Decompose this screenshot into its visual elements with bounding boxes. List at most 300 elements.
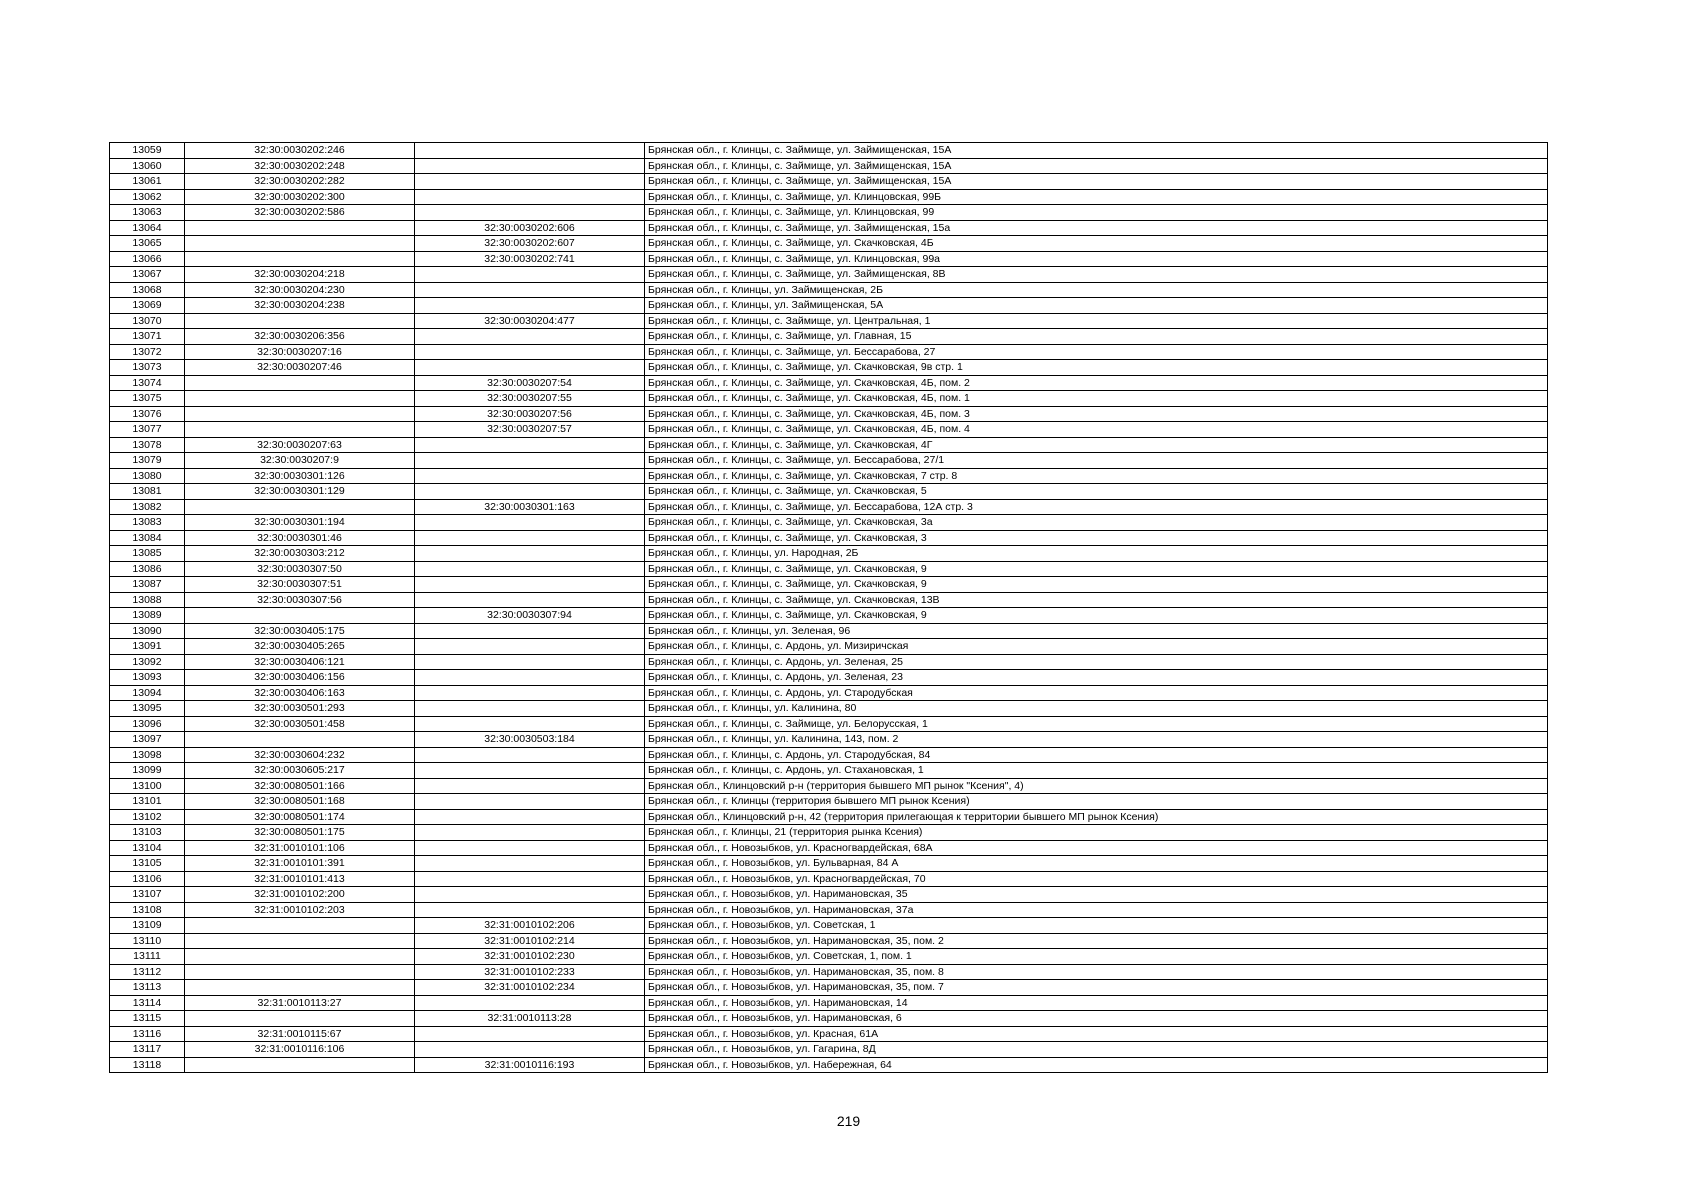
table-row bbox=[110, 360, 1548, 376]
table-row bbox=[110, 499, 1548, 515]
building-cadastral-cell: 32:30:0030202:607 bbox=[415, 236, 645, 252]
address-cell: Брянская обл., г. Клинцы, с. Займище, ул. Скачковская, 9в стр. 1 bbox=[645, 360, 1548, 376]
building-cadastral-cell: 32:30:0030207:55 bbox=[415, 391, 645, 407]
row-number-cell: 13087 bbox=[110, 577, 185, 593]
table-row bbox=[110, 623, 1548, 639]
land-cadastral-cell: 32:30:0030207:63 bbox=[185, 437, 415, 453]
land-cadastral-cell: 32:30:0030202:300 bbox=[185, 189, 415, 205]
land-cadastral-cell: 32:31:0010115:67 bbox=[185, 1026, 415, 1042]
table-row bbox=[110, 313, 1548, 329]
building-cadastral-cell bbox=[415, 282, 645, 298]
row-number-cell: 13116 bbox=[110, 1026, 185, 1042]
building-cadastral-cell bbox=[415, 143, 645, 159]
row-number-cell: 13096 bbox=[110, 716, 185, 732]
row-number-cell: 13086 bbox=[110, 561, 185, 577]
building-cadastral-cell bbox=[415, 778, 645, 794]
address-cell: Брянская обл., Клинцовский р-н (территория бывшего МП рынок "Ксения", 4) bbox=[645, 778, 1548, 794]
address-cell: Брянская обл., г. Новозыбков, ул. Наримановская, 35, пом. 8 bbox=[645, 964, 1548, 980]
building-cadastral-cell bbox=[415, 809, 645, 825]
row-number-cell: 13111 bbox=[110, 949, 185, 965]
land-cadastral-cell: 32:31:0010101:106 bbox=[185, 840, 415, 856]
land-cadastral-cell bbox=[185, 499, 415, 515]
building-cadastral-cell bbox=[415, 716, 645, 732]
address-cell: Брянская обл., г. Клинцы, с. Займище, ул. Скачковская, 9 bbox=[645, 608, 1548, 624]
address-cell: Брянская обл., г. Новозыбков, ул. Советская, 1, пом. 1 bbox=[645, 949, 1548, 965]
building-cadastral-cell bbox=[415, 205, 645, 221]
address-cell: Брянская обл., г. Клинцы, с. Займище, ул. Бессарабова, 27/1 bbox=[645, 453, 1548, 469]
table-row bbox=[110, 1011, 1548, 1027]
row-number-cell: 13070 bbox=[110, 313, 185, 329]
land-cadastral-cell: 32:30:0030307:51 bbox=[185, 577, 415, 593]
address-cell: Брянская обл., г. Клинцы, ул. Зеленая, 96 bbox=[645, 623, 1548, 639]
land-cadastral-cell: 32:30:0030307:56 bbox=[185, 592, 415, 608]
land-cadastral-cell: 32:30:0030406:156 bbox=[185, 670, 415, 686]
land-cadastral-cell: 32:30:0030301:129 bbox=[185, 484, 415, 500]
table-row bbox=[110, 840, 1548, 856]
table-row bbox=[110, 794, 1548, 810]
address-cell: Брянская обл., г. Клинцы, с. Займище, ул. Клинцовская, 99 bbox=[645, 205, 1548, 221]
row-number-cell: 13118 bbox=[110, 1057, 185, 1073]
address-cell: Брянская обл., г. Клинцы, с. Займище, ул. Скачковская, 3 bbox=[645, 530, 1548, 546]
land-cadastral-cell: 32:30:0030204:230 bbox=[185, 282, 415, 298]
address-cell: Брянская обл., г. Клинцы, с. Займище, ул. Скачковская, 9 bbox=[645, 577, 1548, 593]
address-cell: Брянская обл., г. Новозыбков, ул. Гагарина, 8Д bbox=[645, 1042, 1548, 1058]
table-row bbox=[110, 561, 1548, 577]
building-cadastral-cell bbox=[415, 623, 645, 639]
table-body bbox=[110, 143, 1548, 1073]
address-cell: Брянская обл., г. Клинцы, 21 (территория рынка Ксения) bbox=[645, 825, 1548, 841]
building-cadastral-cell bbox=[415, 546, 645, 562]
address-cell: Брянская обл., г. Клинцы, ул. Займищенская, 2Б bbox=[645, 282, 1548, 298]
address-cell: Брянская обл., г. Клинцы, с. Займище, ул. Бессарабова, 12А стр. 3 bbox=[645, 499, 1548, 515]
building-cadastral-cell: 32:31:0010116:193 bbox=[415, 1057, 645, 1073]
table-row bbox=[110, 995, 1548, 1011]
address-cell: Брянская обл., г. Клинцы, ул. Займищенская, 5А bbox=[645, 298, 1548, 314]
address-cell: Брянская обл., г. Клинцы, с. Займище, ул. Скачковская, 3а bbox=[645, 515, 1548, 531]
row-number-cell: 13091 bbox=[110, 639, 185, 655]
land-cadastral-cell: 32:31:0010102:203 bbox=[185, 902, 415, 918]
building-cadastral-cell bbox=[415, 530, 645, 546]
row-number-cell: 13084 bbox=[110, 530, 185, 546]
land-cadastral-cell bbox=[185, 980, 415, 996]
row-number-cell: 13071 bbox=[110, 329, 185, 345]
land-cadastral-cell: 32:30:0030301:194 bbox=[185, 515, 415, 531]
building-cadastral-cell: 32:30:0030207:56 bbox=[415, 406, 645, 422]
building-cadastral-cell bbox=[415, 577, 645, 593]
building-cadastral-cell bbox=[415, 995, 645, 1011]
row-number-cell: 13114 bbox=[110, 995, 185, 1011]
building-cadastral-cell bbox=[415, 515, 645, 531]
address-cell: Брянская обл., г. Клинцы, с. Ардонь, ул. Стародубская, 84 bbox=[645, 747, 1548, 763]
row-number-cell: 13099 bbox=[110, 763, 185, 779]
row-number-cell: 13063 bbox=[110, 205, 185, 221]
building-cadastral-cell bbox=[415, 639, 645, 655]
building-cadastral-cell bbox=[415, 763, 645, 779]
land-cadastral-cell bbox=[185, 933, 415, 949]
land-cadastral-cell: 32:31:0010116:106 bbox=[185, 1042, 415, 1058]
land-cadastral-cell: 32:31:0010102:200 bbox=[185, 887, 415, 903]
row-number-cell: 13064 bbox=[110, 220, 185, 236]
address-cell: Брянская обл., г. Клинцы, с. Займище, ул. Клинцовская, 99Б bbox=[645, 189, 1548, 205]
table-row bbox=[110, 515, 1548, 531]
row-number-cell: 13108 bbox=[110, 902, 185, 918]
building-cadastral-cell bbox=[415, 453, 645, 469]
row-number-cell: 13098 bbox=[110, 747, 185, 763]
land-cadastral-cell bbox=[185, 608, 415, 624]
table-row bbox=[110, 329, 1548, 345]
table-row bbox=[110, 236, 1548, 252]
land-cadastral-cell: 32:30:0080501:174 bbox=[185, 809, 415, 825]
table-row bbox=[110, 918, 1548, 934]
building-cadastral-cell bbox=[415, 561, 645, 577]
table-row bbox=[110, 282, 1548, 298]
row-number-cell: 13115 bbox=[110, 1011, 185, 1027]
table-row bbox=[110, 933, 1548, 949]
land-cadastral-cell: 32:30:0030202:586 bbox=[185, 205, 415, 221]
land-cadastral-cell: 32:30:0030206:356 bbox=[185, 329, 415, 345]
row-number-cell: 13081 bbox=[110, 484, 185, 500]
table-row bbox=[110, 530, 1548, 546]
table-row bbox=[110, 422, 1548, 438]
table-row bbox=[110, 887, 1548, 903]
building-cadastral-cell bbox=[415, 871, 645, 887]
table-row bbox=[110, 158, 1548, 174]
address-cell: Брянская обл., г. Клинцы, с. Займище, ул. Займищенская, 15а bbox=[645, 220, 1548, 236]
row-number-cell: 13101 bbox=[110, 794, 185, 810]
table-row bbox=[110, 856, 1548, 872]
table-row bbox=[110, 716, 1548, 732]
table-row bbox=[110, 453, 1548, 469]
table-row bbox=[110, 592, 1548, 608]
land-cadastral-cell bbox=[185, 964, 415, 980]
row-number-cell: 13103 bbox=[110, 825, 185, 841]
row-number-cell: 13097 bbox=[110, 732, 185, 748]
address-cell: Брянская обл., г. Клинцы, с. Займище, ул. Скачковская, 4Б bbox=[645, 236, 1548, 252]
address-cell: Брянская обл., г. Клинцы, ул. Народная, 2Б bbox=[645, 546, 1548, 562]
land-cadastral-cell: 32:30:0030301:46 bbox=[185, 530, 415, 546]
address-cell: Брянская обл., г. Клинцы, с. Займище, ул. Скачковская, 4Б, пом. 1 bbox=[645, 391, 1548, 407]
table-row bbox=[110, 949, 1548, 965]
table-row bbox=[110, 143, 1548, 159]
address-cell: Брянская обл., г. Клинцы, с. Займище, ул. Займищенская, 15А bbox=[645, 174, 1548, 190]
table-row bbox=[110, 980, 1548, 996]
row-number-cell: 13102 bbox=[110, 809, 185, 825]
table-row bbox=[110, 267, 1548, 283]
table-row bbox=[110, 685, 1548, 701]
building-cadastral-cell bbox=[415, 174, 645, 190]
row-number-cell: 13113 bbox=[110, 980, 185, 996]
address-cell: Брянская обл., г. Новозыбков, ул. Набережная, 64 bbox=[645, 1057, 1548, 1073]
row-number-cell: 13093 bbox=[110, 670, 185, 686]
building-cadastral-cell bbox=[415, 902, 645, 918]
land-cadastral-cell: 32:30:0030303:212 bbox=[185, 546, 415, 562]
building-cadastral-cell: 32:31:0010102:206 bbox=[415, 918, 645, 934]
building-cadastral-cell: 32:31:0010102:233 bbox=[415, 964, 645, 980]
row-number-cell: 13110 bbox=[110, 933, 185, 949]
table-row bbox=[110, 809, 1548, 825]
land-cadastral-cell bbox=[185, 313, 415, 329]
row-number-cell: 13078 bbox=[110, 437, 185, 453]
row-number-cell: 13109 bbox=[110, 918, 185, 934]
row-number-cell: 13090 bbox=[110, 623, 185, 639]
address-cell: Брянская обл., г. Клинцы, с. Займище, ул. Скачковская, 4Б, пом. 3 bbox=[645, 406, 1548, 422]
building-cadastral-cell bbox=[415, 344, 645, 360]
address-cell: Брянская обл., г. Новозыбков, ул. Наримановская, 35, пом. 7 bbox=[645, 980, 1548, 996]
table-row bbox=[110, 732, 1548, 748]
table-row bbox=[110, 825, 1548, 841]
address-cell: Брянская обл., г. Клинцы, с. Займище, ул. Белорусская, 1 bbox=[645, 716, 1548, 732]
building-cadastral-cell: 32:30:0030204:477 bbox=[415, 313, 645, 329]
land-cadastral-cell: 32:30:0030207:9 bbox=[185, 453, 415, 469]
address-cell: Брянская обл., г. Клинцы, с. Займище, ул. Центральная, 1 bbox=[645, 313, 1548, 329]
table-row bbox=[110, 298, 1548, 314]
table-row bbox=[110, 344, 1548, 360]
row-number-cell: 13060 bbox=[110, 158, 185, 174]
address-cell: Брянская обл., г. Новозыбков, ул. Бульварная, 84 А bbox=[645, 856, 1548, 872]
building-cadastral-cell: 32:30:0030307:94 bbox=[415, 608, 645, 624]
table-row bbox=[110, 189, 1548, 205]
address-cell: Брянская обл., г. Клинцы, с. Займище, ул. Скачковская, 9 bbox=[645, 561, 1548, 577]
table-row bbox=[110, 778, 1548, 794]
property-table bbox=[109, 142, 1548, 1073]
row-number-cell: 13089 bbox=[110, 608, 185, 624]
row-number-cell: 13065 bbox=[110, 236, 185, 252]
table-row bbox=[110, 577, 1548, 593]
table-row bbox=[110, 871, 1548, 887]
address-cell: Брянская обл., г. Клинцы, с. Займище, ул. Займищенская, 15А bbox=[645, 158, 1548, 174]
building-cadastral-cell: 32:31:0010102:234 bbox=[415, 980, 645, 996]
address-cell: Брянская обл., г. Новозыбков, ул. Красная, 61А bbox=[645, 1026, 1548, 1042]
table-row bbox=[110, 406, 1548, 422]
land-cadastral-cell: 32:30:0030301:126 bbox=[185, 468, 415, 484]
row-number-cell: 13074 bbox=[110, 375, 185, 391]
address-cell: Брянская обл., г. Клинцы, с. Ардонь, ул. Стахановская, 1 bbox=[645, 763, 1548, 779]
table-row bbox=[110, 763, 1548, 779]
row-number-cell: 13080 bbox=[110, 468, 185, 484]
row-number-cell: 13067 bbox=[110, 267, 185, 283]
address-cell: Брянская обл., г. Новозыбков, ул. Красногвардейская, 68А bbox=[645, 840, 1548, 856]
land-cadastral-cell: 32:30:0030307:50 bbox=[185, 561, 415, 577]
building-cadastral-cell: 32:30:0030202:741 bbox=[415, 251, 645, 267]
land-cadastral-cell: 32:30:0030405:175 bbox=[185, 623, 415, 639]
address-cell: Брянская обл., г. Клинцы, с. Займище, ул. Бессарабова, 27 bbox=[645, 344, 1548, 360]
building-cadastral-cell bbox=[415, 158, 645, 174]
address-cell: Брянская обл., г. Новозыбков, ул. Наримановская, 6 bbox=[645, 1011, 1548, 1027]
row-number-cell: 13069 bbox=[110, 298, 185, 314]
land-cadastral-cell bbox=[185, 391, 415, 407]
land-cadastral-cell: 32:30:0030604:232 bbox=[185, 747, 415, 763]
address-cell: Брянская обл., г. Клинцы (территория бывшего МП рынок Ксения) bbox=[645, 794, 1548, 810]
building-cadastral-cell bbox=[415, 654, 645, 670]
table-row bbox=[110, 468, 1548, 484]
row-number-cell: 13105 bbox=[110, 856, 185, 872]
address-cell: Брянская обл., г. Клинцы, с. Займище, ул. Скачковская, 5 bbox=[645, 484, 1548, 500]
land-cadastral-cell: 32:30:0030501:458 bbox=[185, 716, 415, 732]
building-cadastral-cell: 32:30:0030202:606 bbox=[415, 220, 645, 236]
table-row bbox=[110, 375, 1548, 391]
table-row bbox=[110, 546, 1548, 562]
table-row bbox=[110, 1026, 1548, 1042]
address-cell: Брянская обл., г. Клинцы, с. Займище, ул. Главная, 15 bbox=[645, 329, 1548, 345]
building-cadastral-cell bbox=[415, 267, 645, 283]
building-cadastral-cell bbox=[415, 670, 645, 686]
row-number-cell: 13112 bbox=[110, 964, 185, 980]
table-row bbox=[110, 1042, 1548, 1058]
land-cadastral-cell bbox=[185, 406, 415, 422]
row-number-cell: 13092 bbox=[110, 654, 185, 670]
land-cadastral-cell bbox=[185, 918, 415, 934]
address-cell: Брянская обл., г. Клинцы, с. Ардонь, ул. Мизиричская bbox=[645, 639, 1548, 655]
table-row bbox=[110, 701, 1548, 717]
building-cadastral-cell bbox=[415, 825, 645, 841]
row-number-cell: 13083 bbox=[110, 515, 185, 531]
page-number: 219 bbox=[836, 1113, 861, 1129]
address-cell: Брянская обл., г. Клинцы, с. Займище, ул. Клинцовская, 99а bbox=[645, 251, 1548, 267]
land-cadastral-cell: 32:30:0030406:121 bbox=[185, 654, 415, 670]
table-row bbox=[110, 608, 1548, 624]
building-cadastral-cell: 32:30:0030301:163 bbox=[415, 499, 645, 515]
row-number-cell: 13066 bbox=[110, 251, 185, 267]
row-number-cell: 13059 bbox=[110, 143, 185, 159]
land-cadastral-cell: 32:30:0030207:46 bbox=[185, 360, 415, 376]
address-cell: Брянская обл., г. Клинцы, ул. Калинина, 80 bbox=[645, 701, 1548, 717]
table-row bbox=[110, 1057, 1548, 1073]
address-cell: Брянская обл., г. Новозыбков, ул. Наримановская, 37а bbox=[645, 902, 1548, 918]
table-row bbox=[110, 251, 1548, 267]
table-row bbox=[110, 964, 1548, 980]
row-number-cell: 13068 bbox=[110, 282, 185, 298]
table-row bbox=[110, 205, 1548, 221]
building-cadastral-cell: 32:30:0030207:57 bbox=[415, 422, 645, 438]
address-cell: Брянская обл., г. Клинцы, с. Ардонь, ул. Стародубская bbox=[645, 685, 1548, 701]
building-cadastral-cell bbox=[415, 592, 645, 608]
building-cadastral-cell bbox=[415, 887, 645, 903]
land-cadastral-cell: 32:31:0010113:27 bbox=[185, 995, 415, 1011]
building-cadastral-cell bbox=[415, 437, 645, 453]
land-cadastral-cell: 32:30:0080501:166 bbox=[185, 778, 415, 794]
land-cadastral-cell bbox=[185, 422, 415, 438]
table-row bbox=[110, 654, 1548, 670]
address-cell: Брянская обл., г. Новозыбков, ул. Наримановская, 35 bbox=[645, 887, 1548, 903]
address-cell: Брянская обл., г. Клинцы, с. Займище, ул. Скачковская, 4Б, пом. 2 bbox=[645, 375, 1548, 391]
address-cell: Брянская обл., Клинцовский р-н, 42 (территория прилегающая к территории бывшего МП рынок Ксения) bbox=[645, 809, 1548, 825]
row-number-cell: 13117 bbox=[110, 1042, 185, 1058]
table-row bbox=[110, 174, 1548, 190]
building-cadastral-cell bbox=[415, 298, 645, 314]
row-number-cell: 13079 bbox=[110, 453, 185, 469]
table-row bbox=[110, 902, 1548, 918]
land-cadastral-cell: 32:30:0080501:168 bbox=[185, 794, 415, 810]
land-cadastral-cell: 32:30:0030501:293 bbox=[185, 701, 415, 717]
land-cadastral-cell: 32:31:0010101:391 bbox=[185, 856, 415, 872]
row-number-cell: 13107 bbox=[110, 887, 185, 903]
building-cadastral-cell bbox=[415, 794, 645, 810]
land-cadastral-cell: 32:31:0010101:413 bbox=[185, 871, 415, 887]
building-cadastral-cell: 32:31:0010102:214 bbox=[415, 933, 645, 949]
table-row bbox=[110, 484, 1548, 500]
building-cadastral-cell bbox=[415, 468, 645, 484]
table-row bbox=[110, 391, 1548, 407]
row-number-cell: 13095 bbox=[110, 701, 185, 717]
row-number-cell: 13062 bbox=[110, 189, 185, 205]
building-cadastral-cell: 32:31:0010113:28 bbox=[415, 1011, 645, 1027]
row-number-cell: 13104 bbox=[110, 840, 185, 856]
row-number-cell: 13075 bbox=[110, 391, 185, 407]
building-cadastral-cell bbox=[415, 1042, 645, 1058]
address-cell: Брянская обл., г. Клинцы, с. Займище, ул. Скачковская, 4Б, пом. 4 bbox=[645, 422, 1548, 438]
row-number-cell: 13094 bbox=[110, 685, 185, 701]
land-cadastral-cell bbox=[185, 1011, 415, 1027]
address-cell: Брянская обл., г. Новозыбков, ул. Советская, 1 bbox=[645, 918, 1548, 934]
address-cell: Брянская обл., г. Новозыбков, ул. Наримановская, 35, пом. 2 bbox=[645, 933, 1548, 949]
address-cell: Брянская обл., г. Новозыбков, ул. Красногвардейская, 70 bbox=[645, 871, 1548, 887]
row-number-cell: 13088 bbox=[110, 592, 185, 608]
land-cadastral-cell bbox=[185, 375, 415, 391]
address-cell: Брянская обл., г. Клинцы, с. Займище, ул. Займищенская, 8В bbox=[645, 267, 1548, 283]
row-number-cell: 13072 bbox=[110, 344, 185, 360]
land-cadastral-cell bbox=[185, 1057, 415, 1073]
row-number-cell: 13073 bbox=[110, 360, 185, 376]
land-cadastral-cell bbox=[185, 949, 415, 965]
row-number-cell: 13077 bbox=[110, 422, 185, 438]
land-cadastral-cell: 32:30:0030202:246 bbox=[185, 143, 415, 159]
land-cadastral-cell: 32:30:0030406:163 bbox=[185, 685, 415, 701]
land-cadastral-cell: 32:30:0030605:217 bbox=[185, 763, 415, 779]
building-cadastral-cell bbox=[415, 360, 645, 376]
land-cadastral-cell bbox=[185, 236, 415, 252]
row-number-cell: 13106 bbox=[110, 871, 185, 887]
building-cadastral-cell bbox=[415, 484, 645, 500]
row-number-cell: 13082 bbox=[110, 499, 185, 515]
land-cadastral-cell: 32:30:0030204:238 bbox=[185, 298, 415, 314]
building-cadastral-cell: 32:30:0030207:54 bbox=[415, 375, 645, 391]
address-cell: Брянская обл., г. Клинцы, ул. Калинина, 143, пом. 2 bbox=[645, 732, 1548, 748]
building-cadastral-cell bbox=[415, 189, 645, 205]
land-cadastral-cell bbox=[185, 251, 415, 267]
row-number-cell: 13076 bbox=[110, 406, 185, 422]
address-cell: Брянская обл., г. Новозыбков, ул. Наримановская, 14 bbox=[645, 995, 1548, 1011]
building-cadastral-cell bbox=[415, 856, 645, 872]
land-cadastral-cell: 32:30:0030202:248 bbox=[185, 158, 415, 174]
land-cadastral-cell: 32:30:0030204:218 bbox=[185, 267, 415, 283]
building-cadastral-cell bbox=[415, 1026, 645, 1042]
building-cadastral-cell bbox=[415, 840, 645, 856]
address-cell: Брянская обл., г. Клинцы, с. Ардонь, ул. Зеленая, 23 bbox=[645, 670, 1548, 686]
building-cadastral-cell bbox=[415, 685, 645, 701]
address-cell: Брянская обл., г. Клинцы, с. Займище, ул. Скачковская, 4Г bbox=[645, 437, 1548, 453]
table-row bbox=[110, 639, 1548, 655]
building-cadastral-cell: 32:31:0010102:230 bbox=[415, 949, 645, 965]
land-cadastral-cell bbox=[185, 732, 415, 748]
table-row bbox=[110, 220, 1548, 236]
building-cadastral-cell bbox=[415, 329, 645, 345]
address-cell: Брянская обл., г. Клинцы, с. Займище, ул. Скачковская, 7 стр. 8 bbox=[645, 468, 1548, 484]
row-number-cell: 13085 bbox=[110, 546, 185, 562]
table-row bbox=[110, 670, 1548, 686]
land-cadastral-cell: 32:30:0030405:265 bbox=[185, 639, 415, 655]
table-row bbox=[110, 437, 1548, 453]
address-cell: Брянская обл., г. Клинцы, с. Ардонь, ул. Зеленая, 25 bbox=[645, 654, 1548, 670]
building-cadastral-cell bbox=[415, 747, 645, 763]
address-cell: Брянская обл., г. Клинцы, с. Займище, ул. Займищенская, 15А bbox=[645, 143, 1548, 159]
row-number-cell: 13100 bbox=[110, 778, 185, 794]
building-cadastral-cell bbox=[415, 701, 645, 717]
land-cadastral-cell bbox=[185, 220, 415, 236]
table-row bbox=[110, 747, 1548, 763]
land-cadastral-cell: 32:30:0080501:175 bbox=[185, 825, 415, 841]
address-cell: Брянская обл., г. Клинцы, с. Займище, ул. Скачковская, 13В bbox=[645, 592, 1548, 608]
row-number-cell: 13061 bbox=[110, 174, 185, 190]
